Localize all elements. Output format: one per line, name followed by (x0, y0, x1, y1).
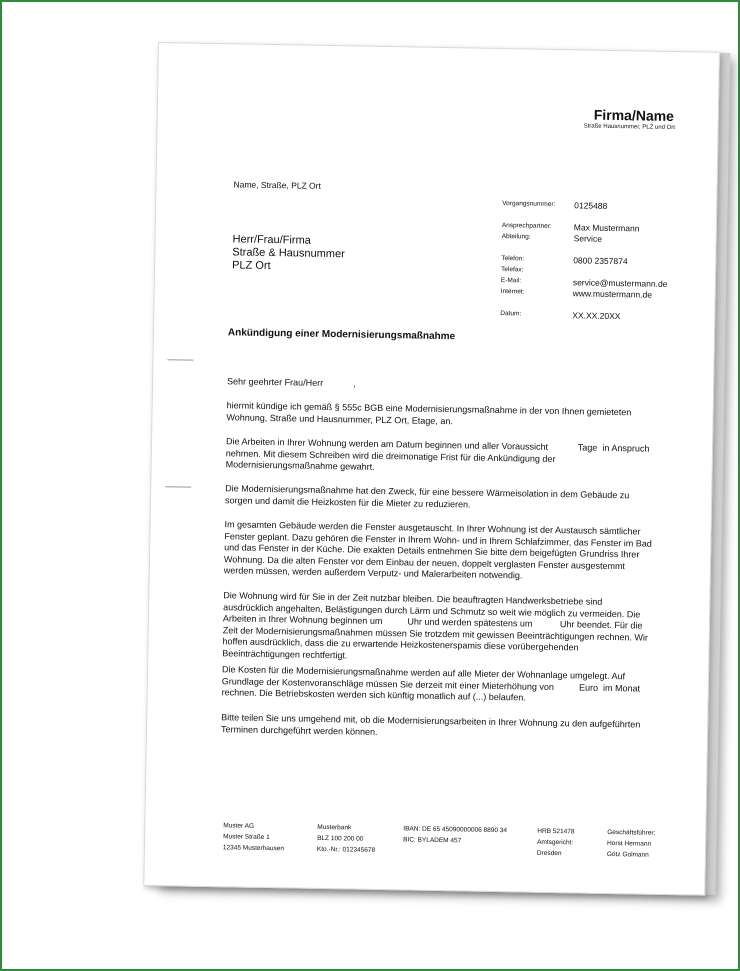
info-value: 0125488 (574, 200, 608, 211)
info-key: Vorgangsnummer: (502, 200, 556, 208)
letter-page (143, 42, 720, 896)
info-value: 0800 2357874 (573, 255, 628, 267)
info-row (500, 309, 667, 323)
footer-text: Muster Straße 1 (223, 833, 270, 842)
company-name: Firma/Name (593, 106, 675, 125)
fold-mark (167, 359, 193, 360)
info-value: XX.XX.20XX (572, 310, 621, 322)
footer-text: BIC: BYLADEM 457 (403, 836, 462, 845)
paragraph: Die Modernisierungsmaßnahme hat den Zweck, für eine bessere Wärmeisolation in dem Gebäude zu sorgen und damit die Heizkosten für die Mieter zu reduzieren. (224, 483, 630, 510)
paragraph: Im gesamten Gebäude werden die Fenster ausgetauscht. In Ihrer Wohnung ist der Austausch sämtlicher Fenster geplant. Dazu gehören die Fenster in Ihrem Wohn- und in Ihrem Schlafzimmer, das Fenster im Bad und das Fenster in der Küche. Die exakten Details entnehmen Sie bitte dem beigefügten Grundriss Ihrer Wohnung. Da die alten Fenster vor dem Einbau der neuen, doppelt verglasten Fenster ausgestemmt werden müssen, werden außerdem Verputz- und Malerarbeiten notwendig. (223, 519, 652, 581)
footer-text: Amtsgericht: (537, 838, 574, 847)
sender-line: Name, Straße, PLZ Ort (233, 179, 321, 191)
paragraph: Die Kosten für die Modernisierungsmaßnahme werden auf alle Mieter der Wohnanlage umgelegt. Auf Grundlage der Kostenvoranschläge müssen Sie derzeit mit einer Mieterhöhung von Euro im Monat rechnen. Die Betriebskosten werden sich künftig monatlich auf (...) belaufen. (221, 664, 643, 703)
footer-text: Musterbank (317, 823, 352, 832)
footer-company (223, 820, 285, 854)
info-block (500, 199, 669, 323)
info-key: Telefax: (501, 266, 524, 274)
info-value: Service (573, 233, 603, 244)
recipient-address (232, 233, 345, 274)
recipient-line-2: Straße & Hausnummer (232, 246, 345, 261)
paragraph: Bitte teilen Sie uns umgehend mit, ob die Modernisierungsarbeiten in Ihrer Wohnung zu den aufgeführten Terminen durchgeführt werden können. (220, 712, 641, 737)
fold-mark (165, 486, 191, 487)
info-value: service@mustermann.de (572, 277, 668, 289)
footer-text: 12345 Musterhausen (222, 844, 285, 853)
footer-text: Dresden (536, 849, 562, 858)
info-key: E-Mail: (500, 277, 522, 285)
footer-management (607, 827, 656, 861)
footer-text: Götz Golmann (606, 850, 649, 859)
footer-text: Horst Hermann (607, 839, 652, 848)
salutation: Sehr geehrter Frau/Herr , (227, 376, 356, 389)
info-value: www.mustermann.de (572, 288, 653, 300)
company-address: Straße Hausnummer, PLZ und Ort (583, 123, 676, 132)
footer-text: Geschäftsführer: (607, 828, 656, 837)
recipient-line-1: Herr/Frau/Firma (232, 233, 311, 247)
footer-text: BLZ 100 200 00 (317, 834, 364, 843)
footer-bank (317, 822, 376, 856)
recipient-line-3: PLZ Ort (232, 259, 271, 272)
letter-subject: Ankündigung einer Modernisierungsmaßnahme (227, 327, 456, 343)
info-key: Datum: (500, 310, 522, 318)
info-key: Abteilung: (501, 233, 531, 241)
info-value: Max Mustermann (573, 222, 640, 234)
footer-text: Kto.-Nr.: 012345678 (316, 845, 376, 854)
footer-text: HRB 521478 (537, 827, 575, 836)
footer-register (537, 826, 575, 860)
paragraph: Die Arbeiten in Ihrer Wohnung werden am Datum beginnen und aller Voraussicht Tage in Anspruch nehmen. Mit diesem Schreiben wird die dreimonatige Frist für die Ankündigung der Modernisierungsmaßnahme gewahrt. (225, 436, 653, 472)
paragraph: Die Wohnung wird für Sie in der Zeit nutzbar bleiben. Die beauftragten Handwerksbetriebe sind ausdrücklich angehalten, Belästigungen durch Lärm und Schmutz so weit wie möglich zu vermeiden. Die Arbeiten in Ihrer Wohnung beginnen um Uhr und werden spätestens um Uhr beendet. Für die Zeit der Modernisierungsmaßnahmen müssen Sie trotzdem mit gewissen Beeinträchtigungen rechnen. Wir hoffen ausdrücklich, dass die zu erwartende Heizkostenerspamis diese vorübergehenden Beeinträchtigungen rechtfertigt. (222, 590, 651, 660)
info-key: Telefon: (501, 255, 525, 263)
footer-text: Muster AG (223, 822, 255, 830)
footer-iban (403, 823, 507, 847)
footer-text: IBAN: DE 65 45090000006 8890 34 (403, 825, 508, 835)
info-key: Internet: (500, 288, 525, 296)
paragraph: hiermit kündige ich gemäß § 555c BGB eine Modernisierungsmaßnahme in der von Ihnen gemieteten Wohnung, Straße und Hausnummer, PLZ Ort, Etage, an. (226, 400, 632, 426)
info-key: Ansprechpartner: (501, 222, 552, 230)
